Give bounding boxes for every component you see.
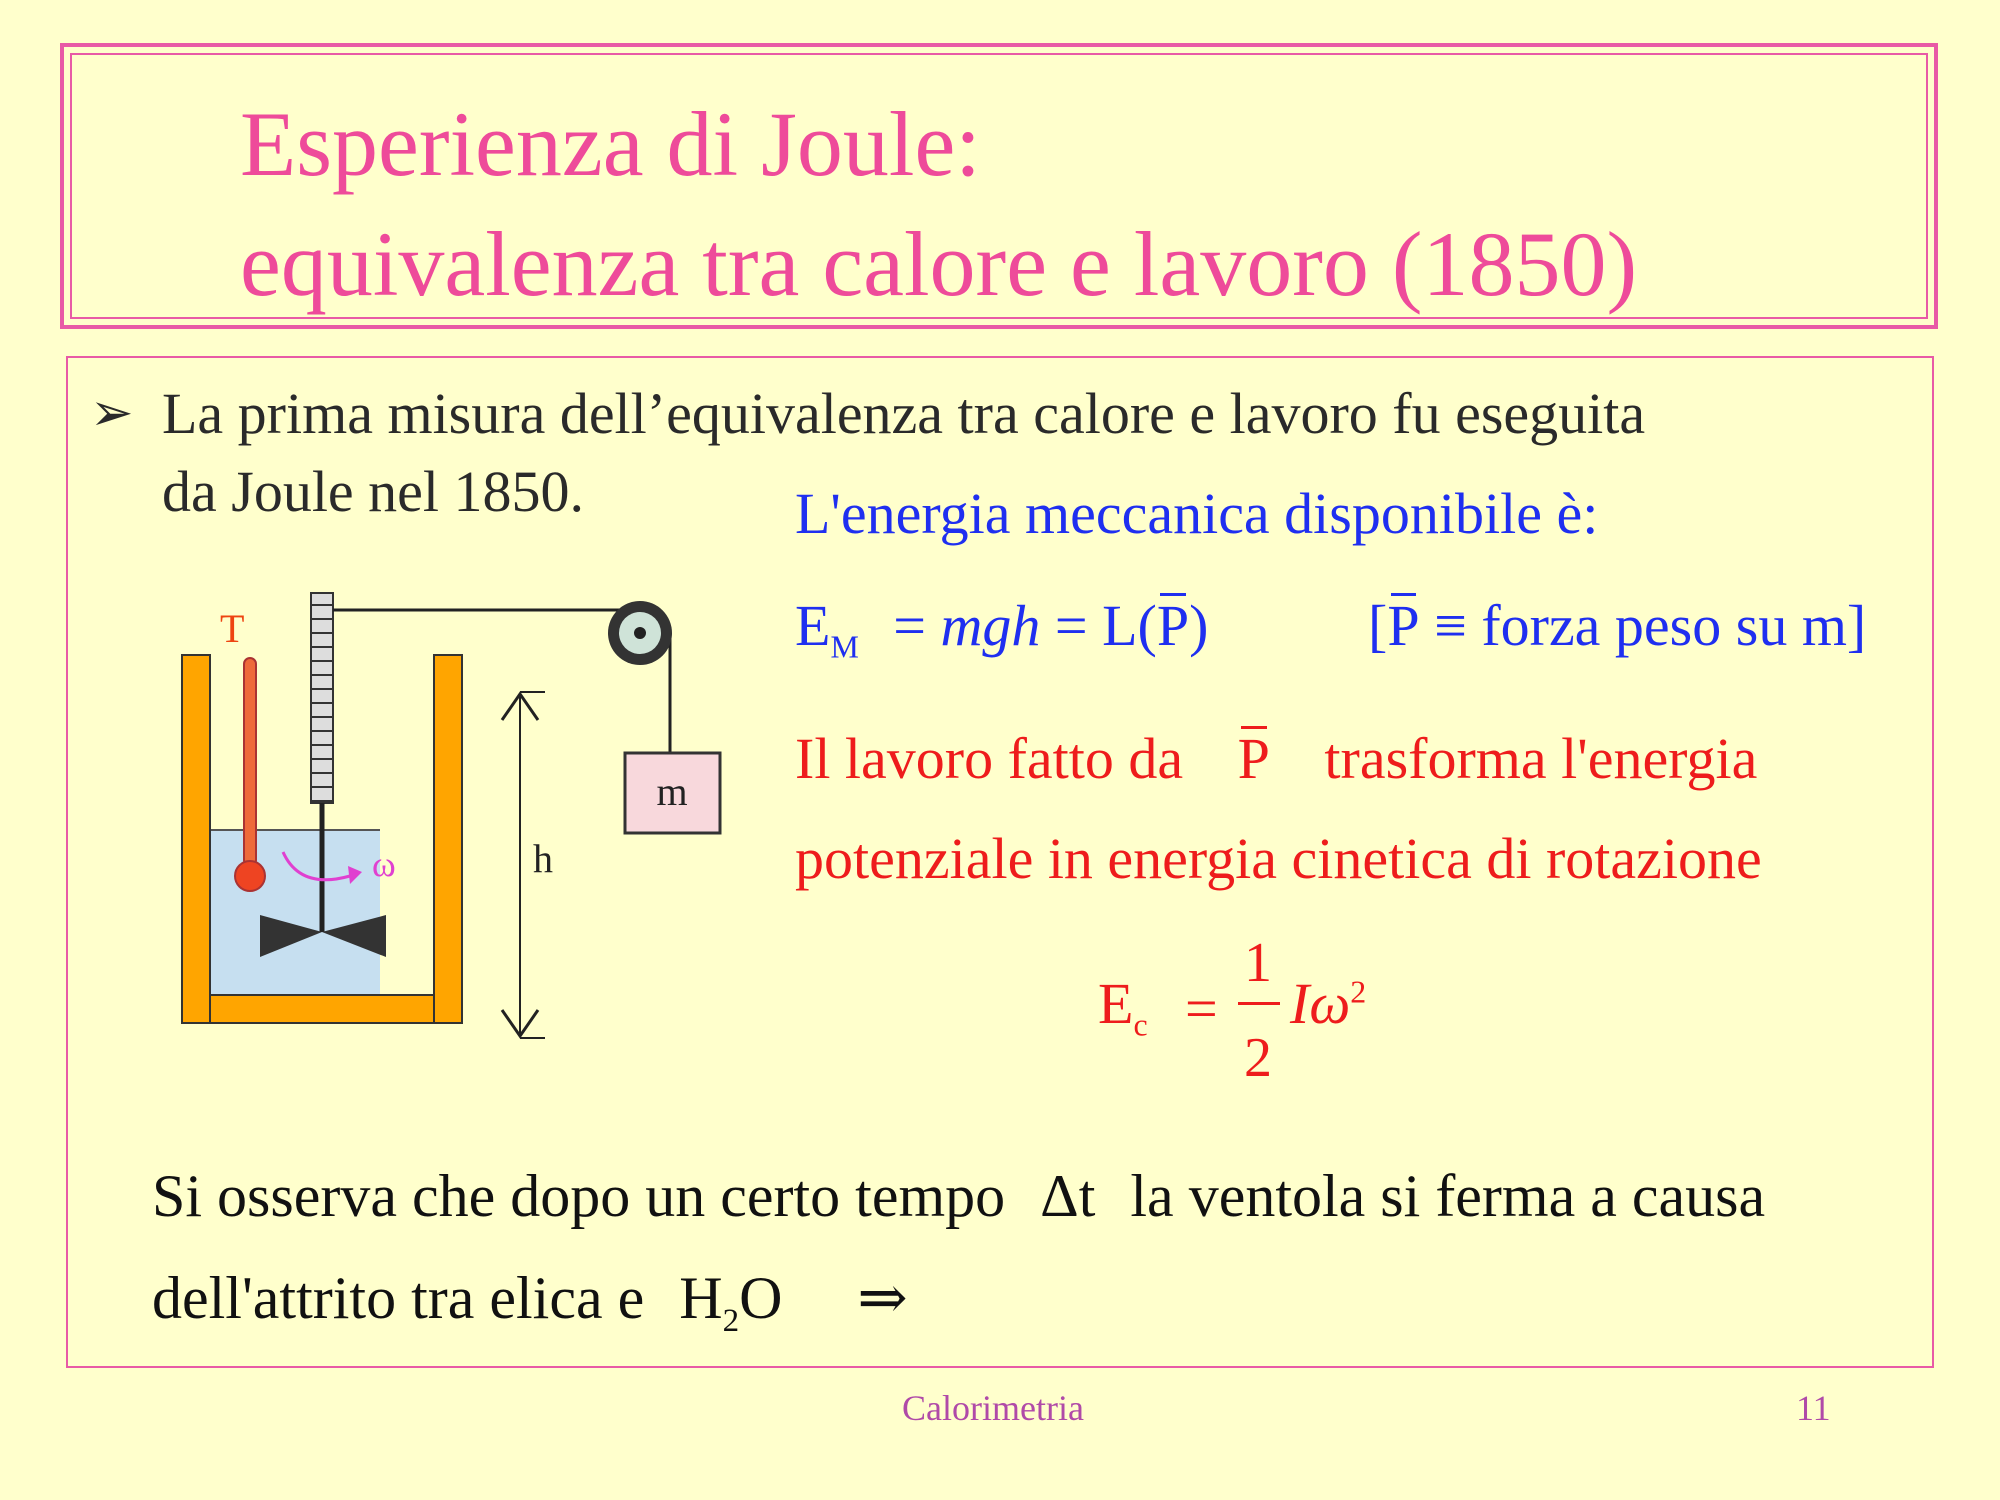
em-symbol: E [795, 593, 831, 658]
intro-line-1: La prima misura dell’equivalenza tra calore e lavoro fu eseguita [162, 381, 1646, 446]
mass-label: m [656, 769, 688, 814]
delta-t: Δt [1040, 1163, 1096, 1229]
slide-title-line-2: equivalenza tra calore e lavoro (1850) [240, 213, 1638, 315]
energy-heading: L'energia meccanica disponibile è: [795, 481, 1599, 546]
conclusion-line-1: Si osserva che dopo un certo tempo Δt la ventola si ferma a causa [152, 1163, 1766, 1229]
bullet-arrow-icon: ➢ [90, 385, 134, 442]
vessel-left-wall [182, 655, 210, 1023]
footer-subject: Calorimetria [902, 1388, 1084, 1428]
work-close: ) [1189, 593, 1209, 658]
h2o-formula: $H_2O$ [679, 1265, 783, 1339]
work-text-line-2: potenziale in energia cinetica di rotazione [795, 826, 1762, 891]
bracket-open: [ [1368, 593, 1388, 658]
conclusion-line-2: dell'attrito tra elica e $H_2O$ ⇒ [152, 1265, 908, 1339]
mgh-term: mgh [940, 593, 1041, 658]
implies-arrow-icon: ⇒ [857, 1265, 908, 1331]
fraction-numerator: 1 [1244, 932, 1272, 994]
p-vector-symbol: P [1156, 593, 1190, 658]
mechanical-energy-equation [795, 593, 1209, 665]
slide-title-line-1: Esperienza di Joule: [240, 93, 981, 195]
p-vector-symbol-3: P [1237, 726, 1270, 791]
em-subscript: M [830, 629, 859, 665]
height-label: h [533, 836, 553, 881]
joule-apparatus-diagram [150, 560, 730, 1080]
fraction-bar [1238, 1002, 1280, 1005]
p-vector-symbol-2: P [1387, 593, 1420, 658]
i-omega-term: $I\omega^2$ [1290, 971, 1367, 1036]
page-number: 11 [1796, 1388, 1831, 1428]
thermometer-label: T [220, 606, 245, 651]
work-text-line-1 [795, 726, 1758, 791]
intro-line-2: da Joule nel 1850. [162, 459, 585, 524]
kinetic-subscript: c [1133, 1007, 1148, 1043]
equals-sign-2: = [1054, 593, 1088, 658]
kinetic-equals: = [1185, 976, 1218, 1041]
water [210, 830, 380, 995]
exponent: 2 [1350, 974, 1367, 1010]
vessel-right-wall [434, 655, 462, 1023]
work-text-part-2: trasforma l'energia [1324, 726, 1758, 791]
thermometer-bulb [235, 861, 265, 891]
equals-sign-1: = [893, 593, 927, 658]
p-definition [1368, 593, 1867, 658]
work-text-part-1: Il lavoro fatto da [795, 726, 1184, 791]
equiv-sign: ≡ [1434, 593, 1467, 658]
vessel-bottom [210, 995, 434, 1023]
kinetic-energy-symbol: $E_c$ [1098, 971, 1148, 1043]
work-open: L( [1102, 593, 1157, 658]
omega-label: ω [372, 844, 396, 884]
thermometer-stem [244, 658, 256, 866]
fraction-denominator: 2 [1244, 1027, 1272, 1089]
drive-shaft-drum [311, 593, 333, 803]
p-definition-text: forza peso su m] [1481, 593, 1867, 658]
pulley-axle [634, 627, 646, 639]
